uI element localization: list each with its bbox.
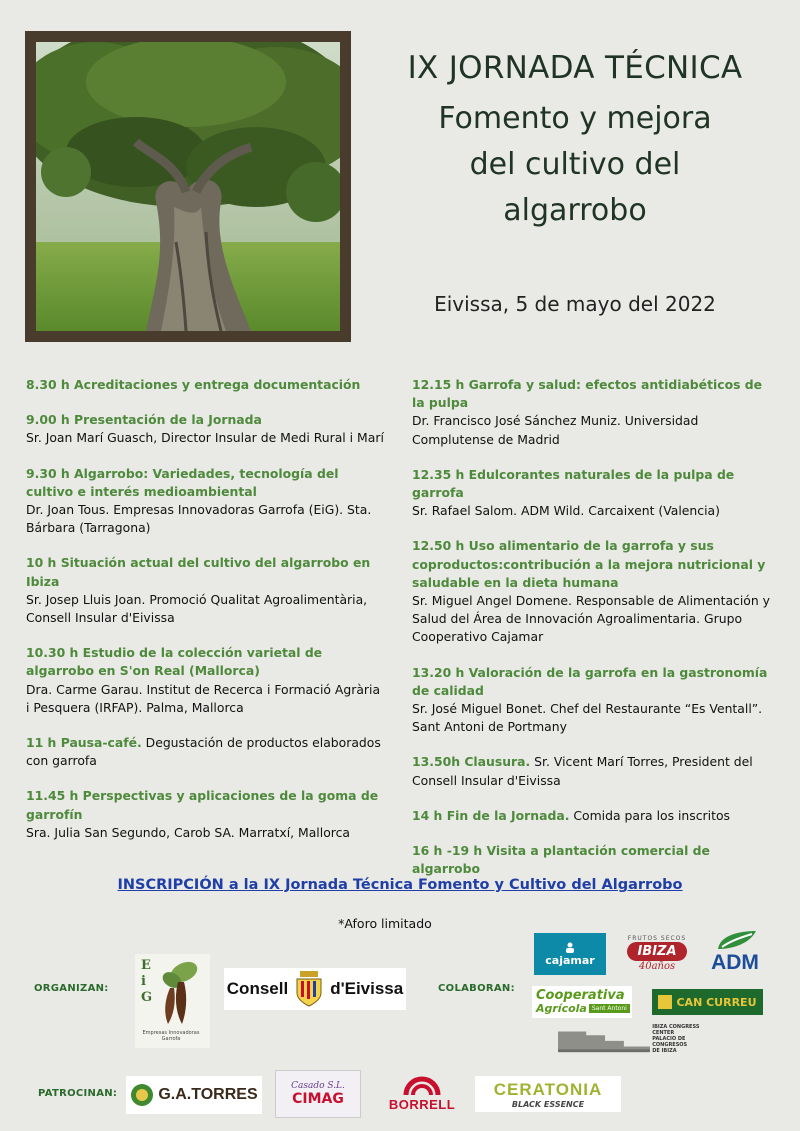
program-item-desc: Dra. Carme Garau. Institut de Recerca i Formació Agrària i Pesquera (IRFAP). Palma, Mallorca <box>26 681 381 715</box>
ibiza-text: IBIZA <box>627 942 686 961</box>
program-item-title: 10.30 h Estudio de la colección varietal de algarrobo en S'on Real (Mallorca) <box>26 645 323 679</box>
program-item <box>412 376 772 449</box>
adm-text: ADM <box>711 951 759 974</box>
program-item <box>412 466 772 521</box>
ga-torres-text: G.A.TORRES <box>158 1086 258 1103</box>
cimag-logo <box>275 1070 361 1118</box>
congress-stairs-icon <box>558 1023 650 1055</box>
event-date: Eivissa, 5 de mayo del 2022 <box>434 292 716 316</box>
program-item-title: 11 h Pausa-café. <box>26 735 142 751</box>
program-item-title: 12.50 h Uso alimentario de la garrofa y sus coproductos:contribución a la mejora nutricional y saludable en la dieta humana <box>412 538 766 590</box>
cimag-text: CIMAG <box>292 1091 344 1107</box>
program-right-column <box>412 376 772 895</box>
agricola-text: Agrícola <box>536 1002 587 1015</box>
borrell-text: BORRELL <box>388 1096 456 1112</box>
program-item <box>26 734 386 770</box>
cajamar-logo <box>534 933 606 975</box>
collaborators-label: COLABORAN: <box>438 983 515 994</box>
program-item-title: 9.30 h Algarrobo: Variedades, tecnología del cultivo e interés medioambiental <box>26 465 339 499</box>
program-item <box>26 411 386 447</box>
program-item-desc: Sr. Josep Lluis Joan. Promoció Qualitat Agroalimentària, Consell Insular d'Eivissa <box>26 591 368 626</box>
ceratonia-text: CERATONIA <box>493 1079 603 1099</box>
eivissa-text: d'Eivissa <box>330 979 404 998</box>
congress-line-4: DE IBIZA <box>652 1048 677 1054</box>
borrell-logo <box>378 1068 466 1116</box>
consell-text: Consell <box>226 979 289 998</box>
program-item <box>26 465 386 538</box>
program-item-title: 12.35 h Edulcorantes naturales de la pulpa de garrofa <box>412 466 735 501</box>
sponsors-label: PATROCINAN: <box>38 1088 118 1099</box>
eig-letter-e: E <box>141 958 151 973</box>
program-item-title: 9.00 h Presentación de la Jornada <box>26 412 262 428</box>
frutos-secos-text: FRUTOS SECOS <box>627 934 687 942</box>
adm-leaf-icon <box>710 929 760 951</box>
program-item-desc: Comida para los inscritos <box>569 807 730 823</box>
frutos-secos-ibiza-logo <box>617 928 697 978</box>
program-item-title: 12.15 h Garrofa y salud: efectos antidiabéticos de la pulpa <box>412 377 763 411</box>
cooperativa-text: Cooperativa <box>536 988 625 1003</box>
program-item-desc: Sr. Rafael Salom. ADM Wild. Carcaixent (Valencia) <box>412 503 720 519</box>
can-curreu-mark <box>658 995 672 1009</box>
program-item-title: 13.20 h Valoración de la garrofa en la gastronomía de calidad <box>412 664 768 698</box>
adm-logo <box>703 928 767 976</box>
program-item <box>26 376 386 394</box>
black-essence-text: BLACK ESSENCE <box>511 1099 585 1109</box>
borrell-arc-icon <box>402 1073 442 1097</box>
cajamar-text: cajamar <box>545 953 595 967</box>
program-item <box>26 644 386 717</box>
congress-text <box>652 1024 718 1054</box>
cimag-top-text: Casado S.L. <box>291 1081 345 1091</box>
program-item <box>26 787 386 842</box>
can-curreu-logo <box>652 989 763 1015</box>
eig-letter-g: G <box>141 990 153 1005</box>
program-item-desc: Sr. Joan Marí Guasch, Director Insular de Medi Rural i Marí <box>26 430 384 446</box>
program-item-title: 13.50h Clausura. <box>412 754 531 770</box>
cajamar-icon <box>564 942 576 954</box>
program-item-title: 14 h Fin de la Jornada. <box>412 807 570 823</box>
tree-image <box>36 42 340 331</box>
program-item-desc: Sr. Miguel Angel Domene. Responsable de Alimentación y Salud del Área de Innovación Agroalimentaria. Grupo Cooperativo Cajamar <box>412 593 771 645</box>
eig-logo <box>135 954 210 1048</box>
program-item-desc: Sra. Julia San Segundo, Carob SA. Marratxí, Mallorca <box>26 824 351 840</box>
program-item <box>412 537 772 646</box>
program-item <box>412 753 772 789</box>
registration-link[interactable]: INSCRIPCIÓN a la IX Jornada Técnica Fomento y Cultivo del Algarrobo <box>117 877 683 893</box>
organizers-label: ORGANIZAN: <box>34 983 109 994</box>
cooperativa-agricola-logo <box>532 986 632 1018</box>
program-item-desc: Dr. Joan Tous. Empresas Innovadoras Garrofa (EiG). Sta. Bárbara (Tarragona) <box>26 502 372 536</box>
subtitle-line-2: del cultivo del <box>469 147 681 182</box>
can-curreu-text: CAN CURREU <box>676 995 757 1009</box>
ceratonia-logo <box>475 1076 621 1112</box>
capacity-note: *Aforo limitado <box>338 916 432 931</box>
coat-of-arms-icon <box>294 971 324 1007</box>
program-item-desc: Degustación de productos elaborados con garrofa <box>26 735 381 769</box>
program-item-title: 16 h -19 h Visita a plantación comercial de algarrobo <box>412 843 710 877</box>
eig-caption: Empresas Innovadoras Garrofa <box>142 1030 200 1042</box>
program-item <box>412 664 772 737</box>
consell-eivissa-logo <box>224 968 406 1010</box>
program-item-title: 10 h Situación actual del cultivo del algarrobo en Ibiza <box>26 555 371 589</box>
congress-line-3: PALACIO DE CONGRESOS <box>652 1036 688 1048</box>
congress-line-2: CENTER <box>652 1030 675 1036</box>
subtitle-line-1: Fomento y mejora <box>438 101 712 136</box>
ga-torres-emblem-icon <box>130 1083 154 1107</box>
carob-pod-icon <box>152 958 202 1026</box>
sant-antoni-text: Sant Antoni <box>589 1004 630 1013</box>
program-item-desc: Sr. Vicent Marí Torres, President del Consell Insular d'Eivissa <box>412 754 753 788</box>
program-item <box>412 842 772 878</box>
congress-line-1: IBIZA CONGRESS <box>652 1024 700 1030</box>
program-item-desc: Sr. José Miguel Bonet. Chef del Restaurante “Es Ventall”. Sant Antoni de Portmany <box>412 701 763 735</box>
program-item <box>26 554 386 627</box>
carob-tree-photo <box>25 31 351 342</box>
ibiza-congress-center-logo <box>558 1022 718 1056</box>
program-item-desc: Dr. Francisco José Sánchez Muniz. Universidad Complutense de Madrid <box>412 413 699 447</box>
program-item-title: 8.30 h Acreditaciones y entrega documentación <box>26 377 361 392</box>
ga-torres-logo <box>126 1076 262 1114</box>
program-item-title: 11.45 h Perspectivas y aplicaciones de la goma de garrofín <box>26 788 379 822</box>
title-block <box>360 50 790 234</box>
program-left-column <box>26 376 386 859</box>
subtitle-line-3: algarrobo <box>503 193 647 228</box>
ibiza-40-anos: 40años <box>638 960 676 972</box>
program-item <box>412 807 772 825</box>
eig-letter-i: i <box>141 974 146 989</box>
page-title: IX JORNADA TÉCNICA <box>407 50 743 86</box>
